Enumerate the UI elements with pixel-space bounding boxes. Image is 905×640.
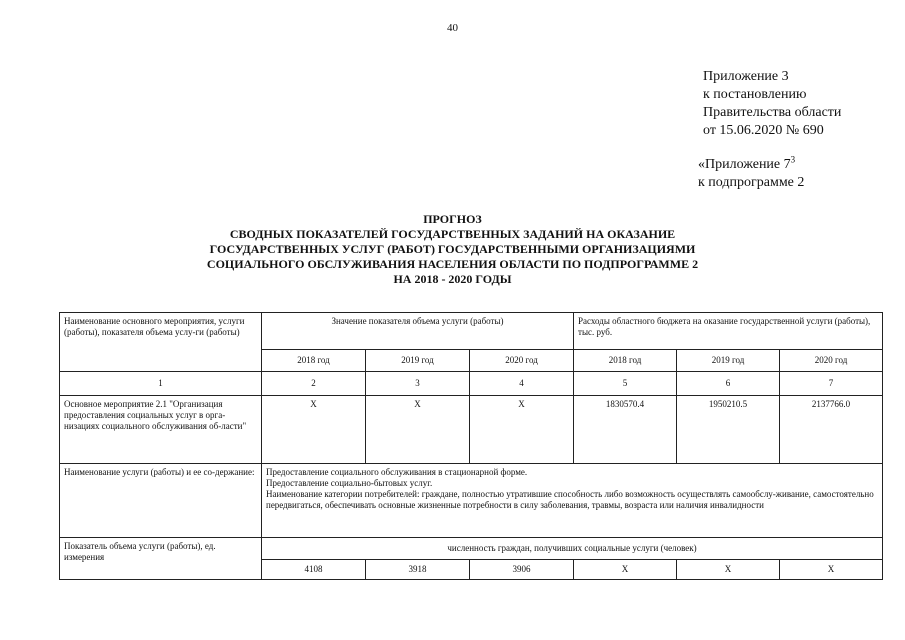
indicator-unit-row [60,538,883,560]
table-cell: 4108 [262,560,366,580]
service-description-line: Предоставление социального обслуживания в стационарной форме. [266,467,528,477]
service-row [60,464,883,538]
column-number: 7 [780,372,883,396]
column-number: 6 [677,372,780,396]
appendix-line: Правительства области [703,105,842,120]
year-header: 2020 год [780,350,883,372]
sub-appendix-line [698,156,804,174]
table-cell: 1830570.4 [574,396,677,464]
table-cell: X [677,560,780,580]
header-name-cell: Наименование основного мероприятия, услуги (работы), показателя объема услу-ги (работы) [60,313,262,372]
sub-appendix-superscript: 3 [790,154,796,165]
header-volume-group: Значение показателя объема услуги (работы) [262,313,574,350]
year-header: 2018 год [262,350,366,372]
table-cell: X [262,396,366,464]
sub-appendix-reference-block [698,156,804,192]
main-activity-row [60,396,883,464]
appendix-reference-block [703,68,841,140]
appendix-line: от 15.06.2020 № 690 [703,123,824,138]
appendix-line: к постановлению [703,87,807,102]
service-description-line: Наименование категории потребителей: граждане, полностью утратившие способность либо возможность осуществлять самообслу-живание, самостоятельно передвигаться, обеспечивать основные жизненные потребности в силу заболевания, травмы, возраста или наличия инвалидности [266,489,874,510]
column-number: 1 [60,372,262,396]
column-numbering-row [60,372,883,396]
title-line: СОЦИАЛЬНОГО ОБСЛУЖИВАНИЯ НАСЕЛЕНИЯ ОБЛАСТИ ПО ПОДПРОГРАММЕ 2 [206,257,699,271]
year-header: 2020 год [470,350,574,372]
table-cell: X [780,560,883,580]
table-cell: 2137766.0 [780,396,883,464]
forecast-table [59,312,883,580]
year-header: 2019 год [366,350,470,372]
service-description-line: Предоставление социально-бытовых услуг. [266,478,433,488]
page-number: 40 [447,22,458,34]
column-number: 3 [366,372,470,396]
table-cell: 3906 [470,560,574,580]
year-header: 2018 год [574,350,677,372]
title-line: ПРОГНОЗ [423,212,482,226]
table-cell: X [470,396,574,464]
column-number: 2 [262,372,366,396]
sub-appendix-line: к подпрограмме 2 [698,175,805,190]
title-line: НА 2018 - 2020 ГОДЫ [393,272,512,286]
table-cell: 1950210.5 [677,396,780,464]
header-expenses-group: Расходы областного бюджета на оказание государственной услуги (работы), тыс. руб. [574,313,883,350]
title-line: ГОСУДАРСТВЕННЫХ УСЛУГ (РАБОТ) ГОСУДАРСТВЕННЫМИ ОРГАНИЗАЦИЯМИ [209,242,696,256]
table-cell: 3918 [366,560,470,580]
indicator-label: Показатель объема услуги (работы), ед. измерения [60,538,262,580]
indicator-unit: численность граждан, получивших социальные услуги (человек) [262,538,883,560]
column-number: 5 [574,372,677,396]
appendix-line: Приложение 3 [703,69,789,84]
service-label: Наименование услуги (работы) и ее со-держание: [60,464,262,538]
main-activity-name: Основное мероприятие 2.1 "Организация предоставления социальных услуг в орга-низациях социального обслуживания об-ласти" [60,396,262,464]
table-header-row [60,313,883,350]
year-header: 2019 год [677,350,780,372]
document-title [0,212,905,287]
sub-appendix-title: «Приложение 7 [698,157,791,172]
table-cell: X [366,396,470,464]
column-number: 4 [470,372,574,396]
service-description [262,464,883,538]
table-cell: X [574,560,677,580]
title-line: СВОДНЫХ ПОКАЗАТЕЛЕЙ ГОСУДАРСТВЕННЫХ ЗАДАНИЙ НА ОКАЗАНИЕ [229,227,676,241]
